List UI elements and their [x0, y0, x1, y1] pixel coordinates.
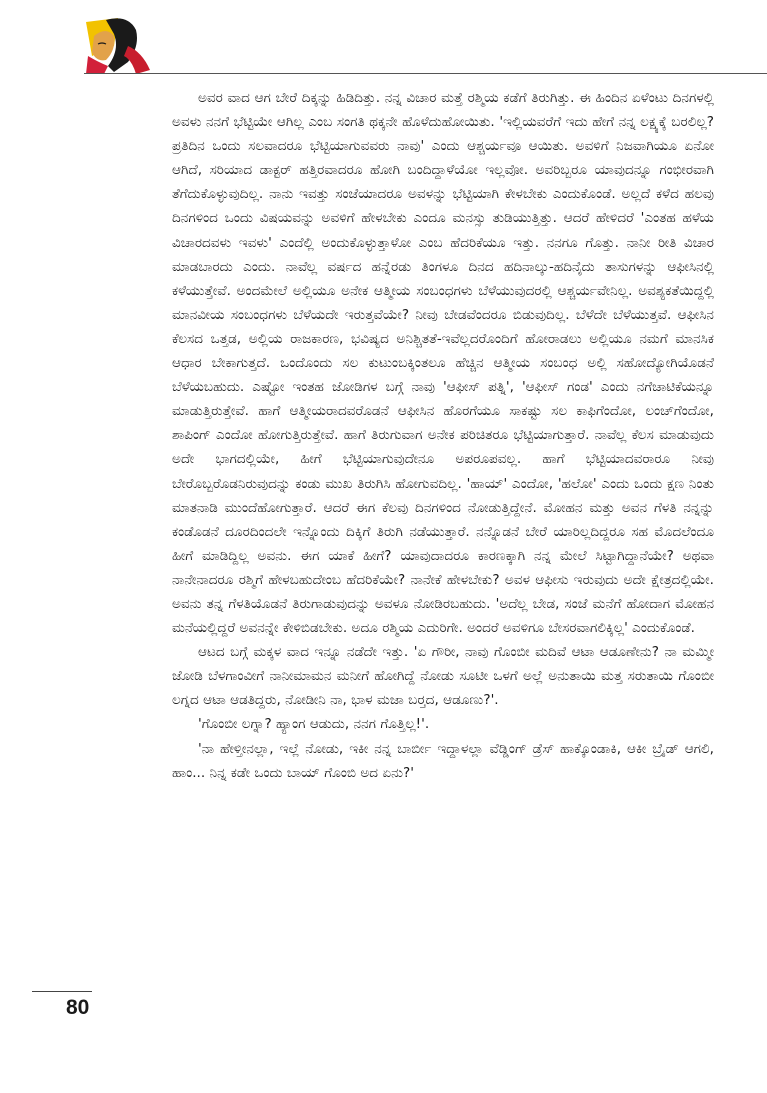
paragraph: ಆಟದ ಬಗ್ಗೆ ಮಕ್ಕಳ ವಾದ ಇನ್ನೂ ನಡೆದೇ ಇತ್ತು. 'ಏ ಗೌರೀ, ನಾವು ಗೊಂಬೀ ಮದಿವೆ ಆಟಾ ಆಡೂಣೇನು? ನಾ ಮಮ್ಮೀ ಜೋಡಿ ಬೆಳಗಾಂವೀಗೆ ನಾನೀಮಾಮನ ಮನೀಗೆ ಹೋಗಿದ್ದೆ ನೋಡು ಸೂಟೀ ಒಳಗೆ ಅಲ್ಲೆ ಅನುತಾಯಿ ಮತ್ತ ಸರುತಾಯಿ ಗೊಂಬೀ ಲಗ್ನದ ಆಟಾ ಆಡತಿದ್ದರು, ನೋಡೀನಿ ನಾ, ಭಾಳ ಮಜಾ ಬರ್‍ತದ, ಆಡೂಣು?'. — [172, 644, 714, 709]
story-body — [172, 86, 714, 785]
paragraph: ಅವರ ವಾದ ಆಗ ಬೇರೆ ದಿಕ್ಕನ್ನು ಹಿಡಿದಿತ್ತು. ನನ್ನ ವಿಚಾರ ಮತ್ತೆ ರಶ್ಮಿಯ ಕಡೆಗೆ ತಿರುಗಿತ್ತು. ಈ ಹಿಂದಿನ ಏಳೆಂಟು ದಿನಗಳಲ್ಲಿ ಅವಳು ನನಗೆ ಭೆಟ್ಟಿಯೇ ಆಗಿಲ್ಲ ಎಂಬ ಸಂಗತಿ ಥಕ್ಕನೇ ಹೊಳೆದುಹೋಯಿತು. 'ಇಲ್ಲಿಯವರೆಗೆ ಇದು ಹೇಗೆ ನನ್ನ ಲಕ್ಷ್ಯಕ್ಕೆ ಬರಲಿಲ್ಲ? ಪ್ರತಿದಿನ ಒಂದು ಸಲವಾದರೂ ಭೆಟ್ಟಿಯಾಗುವವರು ನಾವು' ಎಂದು ಆಶ್ಚರ್ಯವೂ ಆಯಿತು. ಅವಳಿಗೆ ನಿಜವಾಗಿಯೂ ಏನೋ ಆಗಿದೆ, ಸರಿಯಾದ ಡಾಕ್ಟರ್ ಹತ್ತಿರವಾದರೂ ಹೋಗಿ ಬಂದಿದ್ದಾಳೆಯೋ ಇಲ್ಲವೋ. ಅವರಿಬ್ಬರೂ ಯಾವುದನ್ನೂ ಗಂಭೀರವಾಗಿ ತೆಗೆದುಕೊಳ್ಳುವುದಿಲ್ಲ. ನಾನು ಇವತ್ತು ಸಂಜೆಯಾದರೂ ಅವಳನ್ನು ಭೆಟ್ಟಿಯಾಗಿ ಕೇಳಬೇಕು ಎಂದುಕೊಂಡೆ. ಅಲ್ಲದೆ ಕಳೆದ ಹಲವು ದಿನಗಳಿಂದ ಒಂದು ವಿಷಯವನ್ನು ಅವಳಿಗೆ ಹೇಳಬೇಕು ಎಂದೂ ಮನಸ್ಸು ತುಡಿಯುತ್ತಿತ್ತು. ಆದರೆ ಹೇಳಿದರೆ 'ಎಂತಹ ಹಳೆಯ ವಿಚಾರದವಳು ಇವಳು' ಎಂದೆಲ್ಲಿ ಅಂದುಕೊಳ್ಳುತ್ತಾಳೋ ಎಂಬ ಹೆದರಿಕೆಯೂ ಇತ್ತು. ನನಗೂ ಗೊತ್ತು. ನಾನೀ ರೀತಿ ವಿಚಾರ ಮಾಡಬಾರದು ಎಂದು. ನಾವೆಲ್ಲ ವರ್ಷದ ಹನ್ನೆರಡು ತಿಂಗಳೂ ದಿನದ ಹದಿನಾಲ್ಕು-ಹದಿನೈದು ತಾಸುಗಳನ್ನು ಆಫೀಸಿನಲ್ಲಿ ಕಳೆಯುತ್ತೇವೆ. ಅಂದಮೇಲೆ ಅಲ್ಲಿಯೂ ಅನೇಕ ಆತ್ಮೀಯ ಸಂಬಂಧಗಳು ಬೆಳೆಯುವುದರಲ್ಲಿ ಆಶ್ಚರ್ಯವೇನಿಲ್ಲ. ಅವಶ್ಯಕತೆಯಿದ್ದಲ್ಲಿ ಮಾನವೀಯ ಸಂಬಂಧಗಳು ಬೆಳೆಯದೇ ಇರುತ್ತವೆಯೇ? ನೀವು ಬೇಡವೆಂದರೂ ಬಿಡುವುದಿಲ್ಲ. ಬೆಳೆದೇ ಬೆಳೆಯುತ್ತವೆ. ಆಫೀಸಿನ ಕೆಲಸದ ಒತ್ತಡ, ಅಲ್ಲಿಯ ರಾಜಕಾರಣ, ಭವಿಷ್ಯದ ಅನಿಶ್ಚಿತತೆ-ಇವೆಲ್ಲದರೊಂದಿಗೆ ಹೋರಾಡಲು ಅಲ್ಲಿಯೂ ನಮಗೆ ಮಾನಸಿಕ ಆಧಾರ ಬೇಕಾಗುತ್ತದೆ. ಒಂದೊಂದು ಸಲ ಕುಟುಂಬಕ್ಕಿಂತಲೂ ಹೆಚ್ಚಿನ ಆತ್ಮೀಯ ಸಂಬಂಧ ಅಲ್ಲಿ ಸಹೋದ್ಯೋಗಿಯೊಡನೆ ಬೆಳೆಯಬಹುದು. ಎಷ್ಟೋ ಇಂತಹ ಜೋಡಿಗಳ ಬಗ್ಗೆ ನಾವು 'ಆಫೀಸ್ ಪತ್ನಿ', 'ಆಫೀಸ್ ಗಂಡ' ಎಂದು ನಗೆಚಾಟಿಕೆಯನ್ನೂ ಮಾಡುತ್ತಿರುತ್ತೇವೆ. ಹಾಗೆ ಆತ್ಮೀಯರಾದವರೊಡನೆ ಆಫೀಸಿನ ಹೊರಗೆಯೂ ಸಾಕಷ್ಟು ಸಲ ಕಾಫಿಗೆಂದೋ, ಲಂಚ್‌ಗೆಂದೋ, ಶಾಪಿಂಗ್ ಎಂದೋ ಹೋಗುತ್ತಿರುತ್ತೇವೆ. ಹಾಗೆ ತಿರುಗುವಾಗ ಅನೇಕ ಪರಿಚಿತರೂ ಭೆಟ್ಟಿಯಾಗುತ್ತಾರೆ. ನಾವೆಲ್ಲ ಕೆಲಸ ಮಾಡುವುದು ಅದೇ ಭಾಗದಲ್ಲಿಯೇ, ಹೀಗೆ ಭೆಟ್ಟಿಯಾಗುವುದೇನೂ ಅಪರೂಪವಲ್ಲ. ಹಾಗೆ ಭೆಟ್ಟಿಯಾದವರಾರೂ ನೀವು ಬೇರೊಬ್ಬರೊಡನಿರುವುದನ್ನು ಕಂಡು ಮುಖ ತಿರುಗಿಸಿ ಹೋಗುವದಿಲ್ಲ. 'ಹಾಯ್' ಎಂದೋ, 'ಹಲೋ' ಎಂದು ಒಂದು ಕ್ಷಣ ನಿಂತು ಮಾತನಾಡಿ ಮುಂದೆಹೋಗುತ್ತಾರೆ. ಆದರೆ ಈಗ ಕೆಲವು ದಿನಗಳಿಂದ ನೋಡುತ್ತಿದ್ದೇನೆ. ಮೋಹನ ಮತ್ತು ಅವನ ಗೆಳತಿ ನನ್ನನ್ನು ಕಂಡೊಡನೆ ದೂರದಿಂದಲೇ ಇನ್ನೊಂದು ದಿಕ್ಕಿಗೆ ತಿರುಗಿ ನಡೆಯುತ್ತಾರೆ. ನನ್ನೊಡನೆ ಬೇರೆ ಯಾರಿಲ್ಲದಿದ್ದರೂ ಸಹ ಮೊದಲೆಂದೂ ಹೀಗೆ ಮಾಡಿದ್ದಿಲ್ಲ ಅವನು. ಈಗ ಯಾಕೆ ಹೀಗೆ? ಯಾವುದಾದರೂ ಕಾರಣಕ್ಕಾಗಿ ನನ್ನ ಮೇಲೆ ಸಿಟ್ಟಾಗಿದ್ದಾನೆಯೇ? ಅಥವಾ ನಾನೇನಾದರೂ ರಶ್ಮಿಗೆ ಹೇಳಬಹುದೇಂಬ ಹೆದರಿಕೆಯೇ? ನಾನೇಕೆ ಹೇಳಬೇಕು? ಅವಳ ಆಫೀಸು ಇರುವುದು ಅದೇ ಕ್ಷೇತ್ರದಲ್ಲಿಯೇ. ಅವನು ತನ್ನ ಗೆಳತಿಯೊಡನೆ ತಿರುಗಾಡುವುದನ್ನು ಅವಳೂ ನೋಡಿರಬಹುದು. 'ಅದೆಲ್ಲ ಬೇಡ, ಸಂಜೆ ಮನೆಗೆ ಹೋದಾಗ ಮೋಹನ ಮನೆಯಲ್ಲಿದ್ದರೆ ಅವನನ್ನೇ ಕೇಳಿಬಿಡಬೇಕು. ಅದೂ ರಶ್ಮಿಯ ಎದುರಿಗೇ. ಅಂದರೆ ಅವಳಿಗೂ ಬೇಸರವಾಗಲಿಕ್ಕಿಲ್ಲ' ಎಂದುಕೊಂಡೆ. — [172, 90, 714, 637]
magazine-logo — [84, 16, 154, 74]
dialog-paragraph: 'ನಾ ಹೇಳ್ತೀನಲ್ಲಾ, ಇಲ್ಲೆ ನೋಡು, ಇಕೀ ನನ್ನ ಬಾರ್ಬೀ ಇದ್ದಾಳಲ್ಲಾ ವೆಡ್ಡಿಂಗ್ ಡ್ರೆಸ್ ಹಾಕ್ಕೊಂಡಾಕಿ, ಆಕೀ ಬ್ರೈಡ್ ಆಗಲಿ, ಹಾಂ... ನಿನ್ನ ಕಡೇ ಒಂದು ಬಾಯ್ ಗೊಂಬಿ ಅದ ಏನು?' — [172, 740, 714, 781]
footer-rule — [32, 991, 92, 992]
page-number: 80 — [66, 996, 90, 1019]
dialog-paragraph: 'ಗೊಂಬೀ ಲಗ್ನಾ? ಹ್ಯಾಂಗ ಆಡುದು, ನನಗ ಗೊತ್ತಿಲ್ಲ!'. — [198, 716, 430, 733]
header-rule — [84, 73, 767, 74]
